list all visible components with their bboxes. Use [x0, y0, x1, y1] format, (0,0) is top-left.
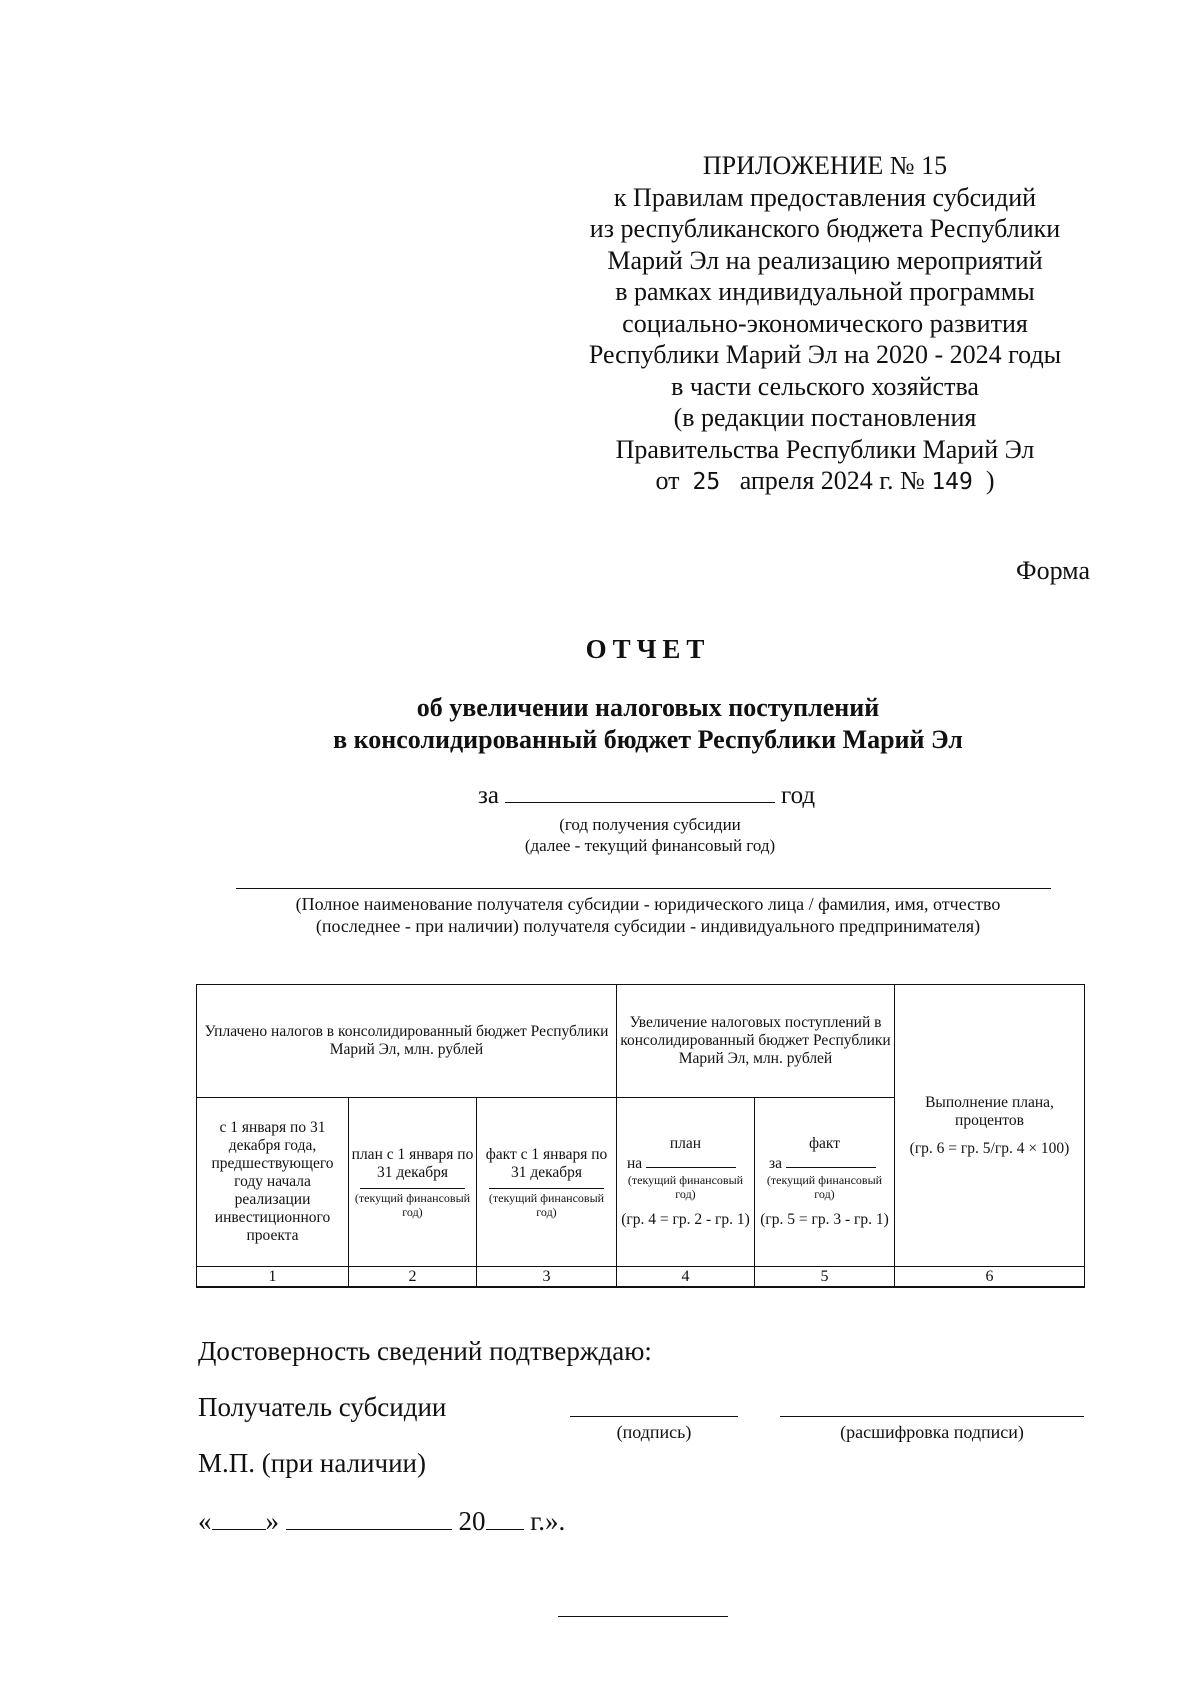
appendix-line: социально-экономического развития	[622, 308, 1028, 338]
group-paid-header: Уплачено налогов в консолидированный бюджет Республики Марий Эл, млн. рублей	[197, 985, 617, 1098]
date-close-quote: »	[265, 1506, 279, 1536]
date-prefix: от	[655, 466, 680, 495]
column-number-row	[197, 1267, 1085, 1288]
signature-decode-blank[interactable]	[780, 1416, 1084, 1417]
signature-blank[interactable]	[570, 1416, 738, 1417]
col5-prefix: за	[769, 1155, 783, 1172]
col2-title: план с 1 января по 31 декабря	[351, 1145, 474, 1181]
recipient-note-line: (последнее - при наличии) получателя субсидии - индивидуального предпринимателя)	[315, 916, 981, 936]
date-field	[198, 1506, 565, 1537]
report-subtitle	[0, 692, 1200, 756]
signature-decode-label: (расшифровка подписи)	[840, 1422, 1024, 1442]
appendix-line: Правительства Республики Марий Эл	[615, 434, 1035, 464]
confirm-statement: Достоверность сведений подтверждаю:	[198, 1336, 652, 1366]
col1-header: с 1 января по 31 декабря года, предшествующего году начала реализации инвестиционного проекта	[197, 1098, 349, 1267]
col5-header	[755, 1098, 895, 1267]
subtitle-line: в консолидированный бюджет Республики Марий Эл	[333, 725, 963, 754]
end-divider	[558, 1616, 728, 1617]
period-field	[478, 780, 815, 810]
appendix-date-line	[560, 465, 1090, 499]
date-open-quote: «	[198, 1506, 212, 1536]
col2-header	[349, 1098, 477, 1267]
appendix-line: Марий Эл на реализацию мероприятий	[607, 245, 1043, 275]
col4-formula: (гр. 4 = гр. 2 - гр. 1)	[621, 1211, 750, 1228]
col4-header	[617, 1098, 755, 1267]
year-suffix-blank[interactable]	[486, 1507, 524, 1530]
date-century: 20	[458, 1506, 486, 1536]
day-blank[interactable]	[212, 1507, 266, 1530]
recipient-note	[150, 893, 1146, 937]
decree-number: 149	[931, 469, 973, 495]
signature-label: (подпись)	[616, 1422, 692, 1442]
stamp-label: М.П. (при наличии)	[198, 1448, 426, 1478]
date-day: 25	[692, 469, 721, 495]
appendix-line: Республики Марий Эл на 2020 - 2024 годы	[588, 340, 1062, 369]
col4-note: (текущий финансовый год)	[627, 1173, 744, 1201]
period-note-line: (год получения субсидии	[559, 815, 741, 834]
col5-title: факт	[808, 1135, 841, 1152]
col3-note: (текущий финансовый год)	[488, 1190, 605, 1219]
table-header-row	[197, 985, 1085, 1098]
date-suffix: г.».	[530, 1506, 566, 1536]
appendix-line: (в редакции постановления	[673, 403, 977, 432]
appendix-header	[560, 150, 1090, 499]
column-number: 2	[349, 1267, 477, 1288]
column-number: 4	[617, 1267, 755, 1288]
column-number: 6	[895, 1267, 1085, 1288]
appendix-line: в рамках индивидуальной программы	[615, 277, 1035, 306]
recipient-note-line: (Полное наименование получателя субсидии - юридического лица / фамилия, имя, отчество	[295, 894, 1001, 914]
col2-note: (текущий финансовый год)	[354, 1190, 471, 1219]
column-number: 5	[755, 1267, 895, 1288]
col3-title: факт с 1 января по 31 декабря	[485, 1145, 608, 1181]
fulfilment-title: Выполнение плана, процентов	[925, 1093, 1054, 1129]
col4-year-blank[interactable]	[646, 1153, 736, 1168]
period-note	[460, 814, 840, 856]
appendix-line: ПРИЛОЖЕНИЕ № 15	[702, 151, 948, 180]
fulfilment-header	[895, 985, 1085, 1267]
col5-formula: (гр. 5 = гр. 3 - гр. 1)	[760, 1211, 889, 1228]
report-title: ОТЧЕТ	[585, 634, 711, 664]
period-prefix: за	[478, 782, 499, 809]
subtitle-line: об увеличении налоговых поступлений	[416, 693, 880, 722]
recipient-name-blank[interactable]	[236, 888, 1051, 889]
period-suffix: год	[780, 782, 816, 809]
month-blank[interactable]	[286, 1507, 452, 1530]
column-number: 1	[197, 1267, 349, 1288]
col4-title: план	[669, 1135, 702, 1152]
year-blank[interactable]	[505, 780, 775, 803]
period-note-line: (далее - текущий финансовый год)	[524, 836, 776, 855]
recipient-label: Получатель субсидии	[198, 1392, 447, 1422]
appendix-line: к Правилам предоставления субсидий	[613, 182, 1037, 212]
report-table	[196, 984, 1085, 1288]
col3-header	[477, 1098, 617, 1267]
column-number: 3	[477, 1267, 617, 1288]
col5-note: (текущий финансовый год)	[766, 1173, 883, 1201]
col5-year-blank[interactable]	[786, 1153, 876, 1168]
appendix-line: в части сельского хозяйства	[671, 371, 979, 401]
date-close: )	[985, 466, 995, 495]
group-increase-header: Увеличение налоговых поступлений в консолидированный бюджет Республики Марий Эл, млн. рублей	[617, 985, 895, 1098]
form-label: Форма	[1016, 556, 1090, 585]
col4-prefix: на	[627, 1155, 643, 1172]
date-rest: апреля 2024 г. №	[739, 466, 925, 495]
fulfilment-formula: (гр. 6 = гр. 5/гр. 4 × 100)	[909, 1139, 1070, 1157]
appendix-line: из республиканского бюджета Республики	[589, 214, 1061, 243]
